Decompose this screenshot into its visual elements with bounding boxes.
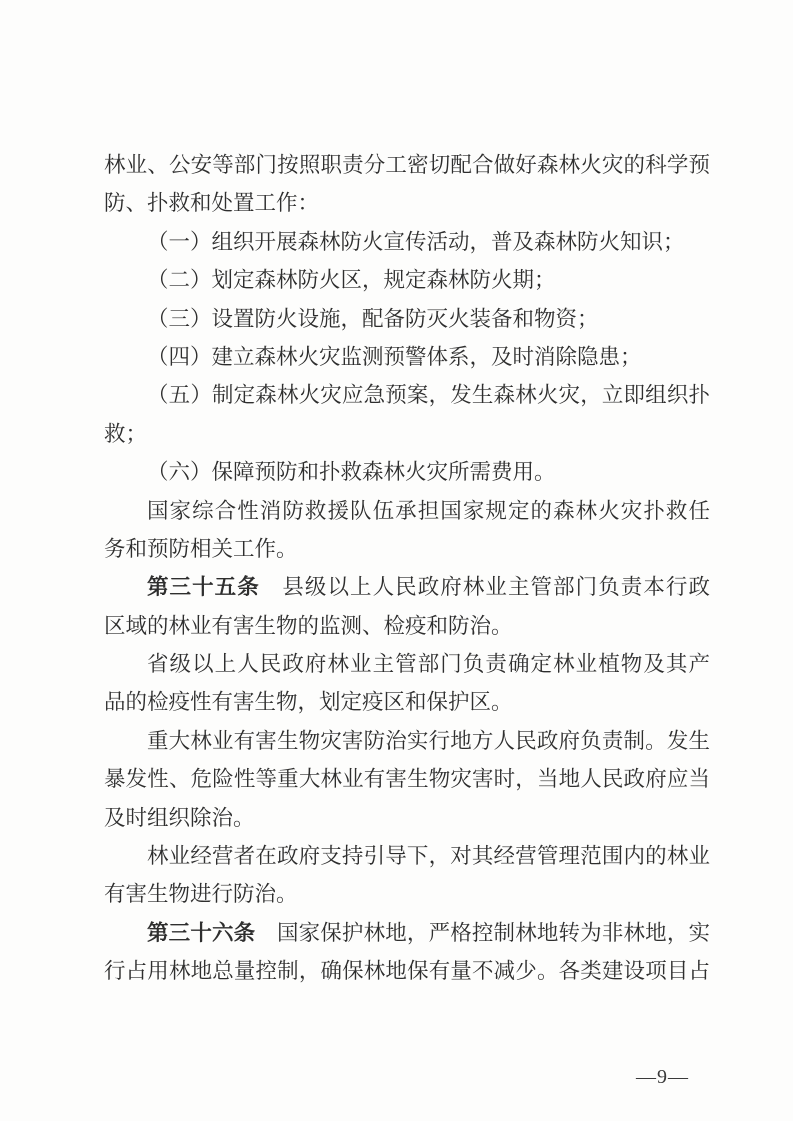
text-line xyxy=(104,492,710,530)
line-text: （一）组织开展森林防火宣传活动，普及森林防火知识； xyxy=(147,229,685,254)
text-line xyxy=(104,722,710,760)
text-line xyxy=(104,952,710,990)
text-line xyxy=(104,568,710,606)
text-line xyxy=(104,645,710,683)
text-line xyxy=(104,914,710,952)
line-text: （四）建立森林火灾监测预警体系，及时消除隐患； xyxy=(147,344,642,369)
line-text: 救； xyxy=(104,421,148,446)
line-text: 有害生物进行防治。 xyxy=(104,882,298,907)
text-line xyxy=(104,799,710,837)
line-text: 区域的林业有害生物的监测、检疫和防治。 xyxy=(104,613,513,638)
text-line xyxy=(104,184,710,222)
text-line xyxy=(104,376,710,414)
line-text: 品的检疫性有害生物，划定疫区和保护区。 xyxy=(104,690,513,715)
line-text: 林业经营者在政府支持引导下，对其经营管理范围内的林业 xyxy=(147,844,710,869)
text-line xyxy=(104,683,710,721)
article-number: 第三十五条 xyxy=(147,575,260,600)
line-text: 国家综合性消防救援队伍承担国家规定的森林火灾扑救任 xyxy=(147,498,710,523)
line-text: （三）设置防火设施，配备防灭火装备和物资； xyxy=(147,306,599,331)
line-text: 重大林业有害生物灾害防治实行地方人民政府负责制。发生 xyxy=(147,728,710,753)
text-line xyxy=(104,146,710,184)
text-line xyxy=(104,261,710,299)
text-line xyxy=(104,223,710,261)
text-line xyxy=(104,760,710,798)
text-line xyxy=(104,837,710,875)
text-line xyxy=(104,875,710,913)
article-number: 第三十六条 xyxy=(147,920,256,945)
text-line xyxy=(104,530,710,568)
line-text: （六）保障预防和扑救森林火灾所需费用。 xyxy=(147,460,556,485)
line-text: 林业、公安等部门按照职责分工密切配合做好森林火灾的科学预 xyxy=(104,153,710,177)
text-line xyxy=(104,300,710,338)
text-line xyxy=(104,415,710,453)
line-text: 县级以上人民政府林业主管部门负责本行政 xyxy=(259,575,710,600)
line-text: 防、扑救和处置工作： xyxy=(104,191,320,216)
line-text: （二）划定森林防火区，规定森林防火期； xyxy=(147,268,556,293)
line-text: 行占用林地总量控制，确保林地保有量不减少。各类建设项目占 xyxy=(104,959,710,984)
text-line xyxy=(104,607,710,645)
text-line xyxy=(104,338,710,376)
line-text: （五）制定森林火灾应急预案，发生森林火灾，立即组织扑 xyxy=(147,383,710,408)
text-line xyxy=(104,453,710,491)
line-text: 暴发性、危险性等重大林业有害生物灾害时，当地人民政府应当 xyxy=(104,767,710,792)
line-text: 及时组织除治。 xyxy=(104,805,255,830)
line-text: 国家保护林地，严格控制林地转为非林地，实 xyxy=(255,920,710,945)
text-block xyxy=(104,146,710,991)
page-number: —9— xyxy=(636,1066,689,1088)
line-text: 省级以上人民政府林业主管部门负责确定林业植物及其产 xyxy=(147,652,710,677)
line-text: 务和预防相关工作。 xyxy=(104,536,298,561)
